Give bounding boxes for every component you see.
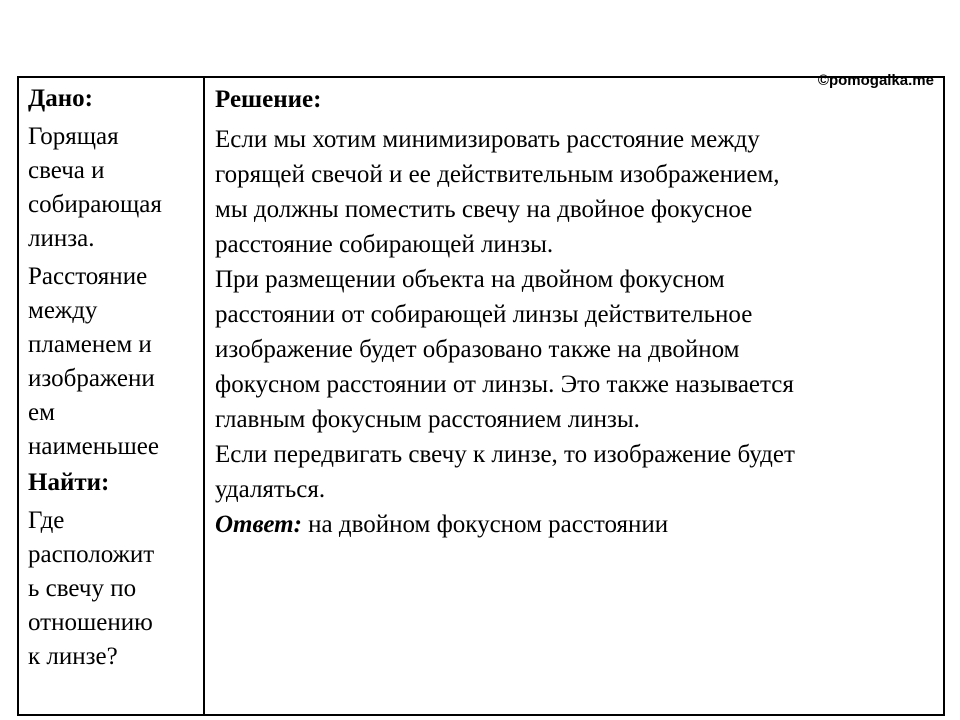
find-paragraph: [28, 504, 203, 674]
solution-line: Если мы хотим минимизировать расстояние между: [215, 126, 760, 153]
given-line: линза.: [28, 225, 95, 252]
answer-text: на двойном фокусном расстоянии: [301, 511, 669, 538]
answer-line: [215, 507, 943, 542]
find-line: ь свечу по: [28, 575, 137, 602]
find-line: отношению: [28, 609, 153, 636]
answer-label: Ответ:: [215, 511, 302, 538]
solution-line: При размещении объекта на двойном фокусном: [215, 266, 725, 293]
solution-line: главным фокусным расстоянием линзы.: [215, 406, 640, 433]
solution-line: расстоянии от собирающей линзы действительное: [215, 301, 753, 328]
solution-heading: Решение:: [215, 86, 322, 113]
given-paragraph-1: [28, 120, 203, 256]
given-line: между: [28, 297, 98, 324]
find-line: к линзе?: [28, 643, 118, 670]
solution-text: [215, 122, 943, 542]
find-line: Где: [28, 507, 65, 534]
given-line: изображени: [28, 365, 155, 392]
given-line: пламенем и: [28, 331, 152, 358]
solution-line: фокусном расстоянии от линзы. Это также называется: [215, 371, 794, 398]
watermark: ©pomogalka.me: [817, 72, 934, 89]
find-heading: Найти:: [28, 469, 110, 496]
solution-line: изображение будет образовано также на двойном: [215, 336, 740, 363]
given-line: ем: [28, 399, 55, 426]
given-paragraph-2: [28, 260, 203, 464]
find-line: расположит: [28, 541, 155, 568]
solution-line: расстояние собирающей линзы.: [215, 231, 554, 258]
solution-line: Если передвигать свечу к линзе, то изображение будет: [215, 441, 795, 468]
solution-line: мы должны поместить свечу на двойное фокусное: [215, 196, 753, 223]
given-line: наименьшее: [28, 433, 159, 460]
solution-line: удаляться.: [215, 476, 326, 503]
solution-line: горящей свечой и ее действительным изображением,: [215, 161, 780, 188]
given-line: собирающая: [28, 191, 162, 218]
solution-column: [205, 78, 943, 714]
given-line: свеча и: [28, 157, 105, 184]
given-column: [19, 78, 205, 714]
solution-table: [17, 76, 945, 716]
given-line: Расстояние: [28, 263, 148, 290]
given-line: Горящая: [28, 123, 119, 150]
given-heading: Дано:: [28, 85, 93, 112]
